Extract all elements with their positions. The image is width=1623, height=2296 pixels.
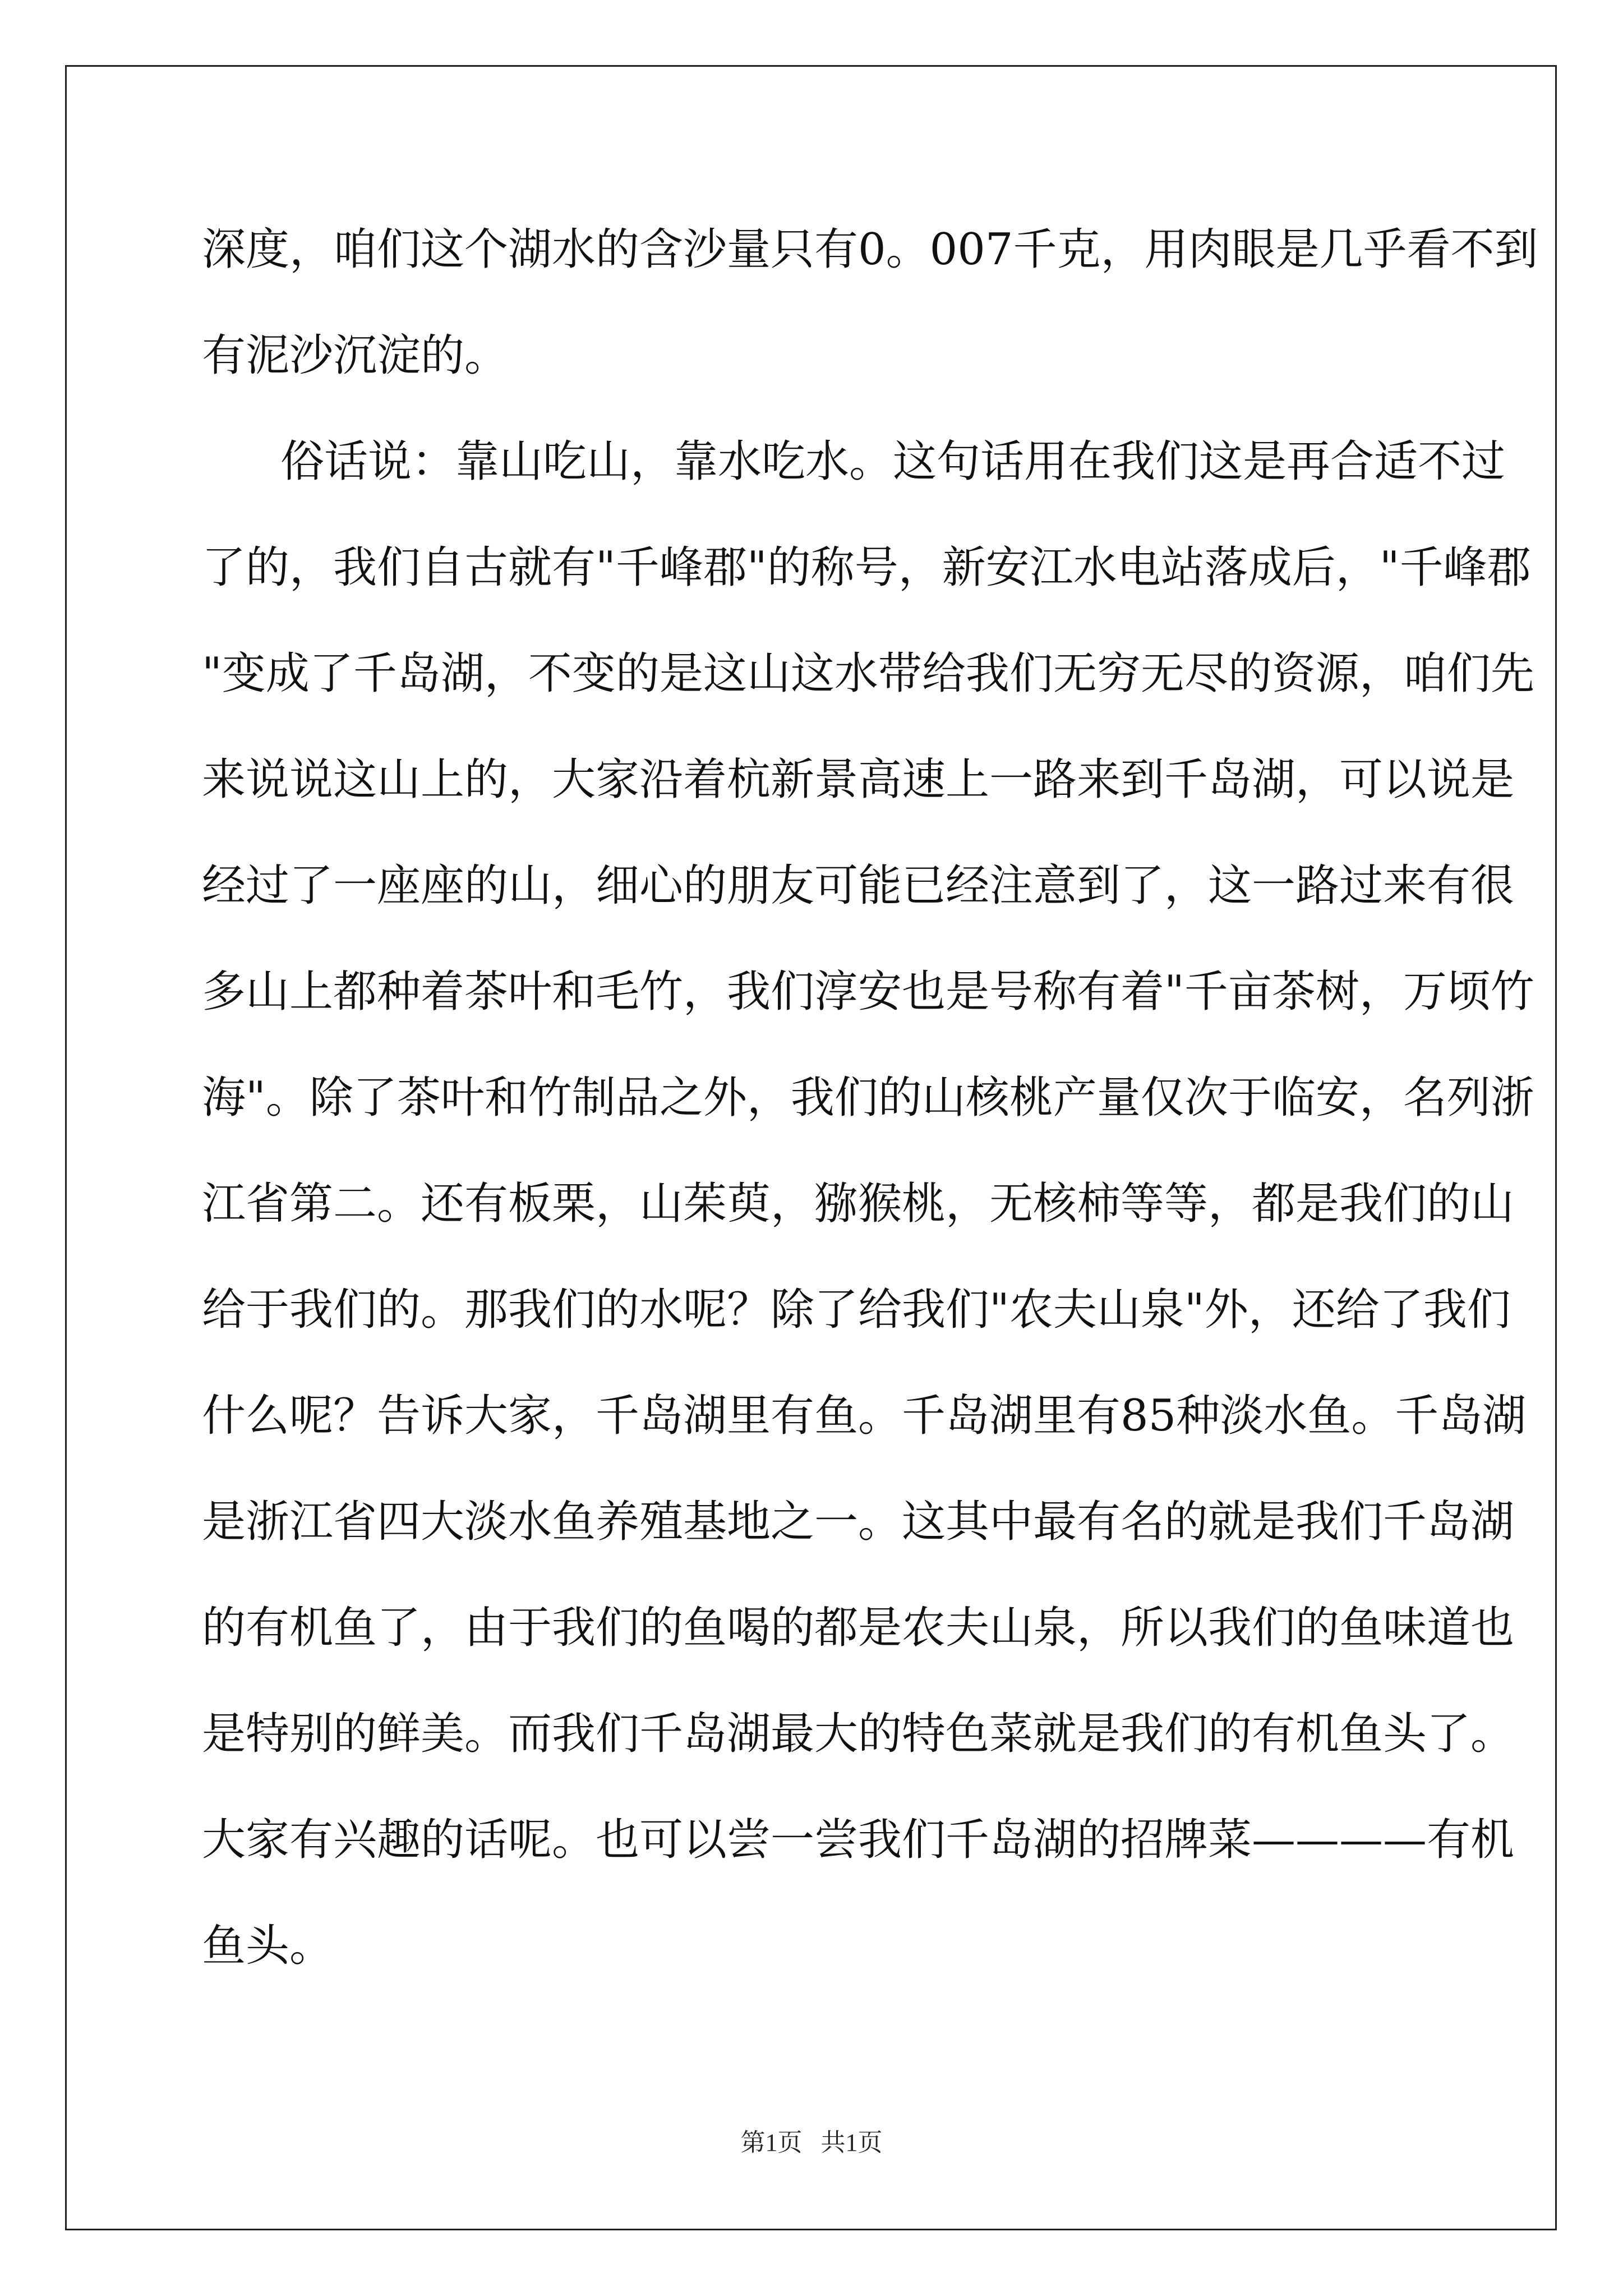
text-line: 深度，咱们这个湖水的含沙量只有0。007千克，用肉眼是几乎看不到 [202, 224, 1538, 275]
text-line: 海"。除了茶叶和竹制品之外，我们的山核桃产量仅次于临安，名列浙 [202, 1073, 1534, 1123]
text-line: 江省第二。还有板栗，山茱萸，猕猴桃，无核柿等等，都是我们的山 [202, 1179, 1515, 1229]
text-line: 来说说这山上的，大家沿着杭新景高速上一路来到千岛湖，可以说是 [202, 754, 1515, 805]
paragraph-start-line: 俗话说：靠山吃山，靠水吃水。这句话用在我们这是再合适不过 [280, 436, 1506, 487]
text-line: 经过了一座座的山，细心的朋友可能已经注意到了，这一路过来有很 [202, 861, 1515, 911]
text-line: 是浙江省四大淡水鱼养殖基地之一。这其中最有名的就是我们千岛湖 [202, 1497, 1515, 1547]
text-line: 了的，我们自古就有"千峰郡"的称号，新安江水电站落成后，"千峰郡 [202, 542, 1531, 593]
page-number: 第1页 共1页 [740, 2129, 883, 2156]
text-line: 什么呢？告诉大家，千岛湖里有鱼。千岛湖里有85种淡水鱼。千岛湖 [202, 1391, 1527, 1441]
text-line: 多山上都种着茶叶和毛竹，我们淳安也是号称有着"千亩茶树，万顷竹 [202, 967, 1534, 1017]
text-line: 大家有兴趣的话呢。也可以尝一尝我们千岛湖的招牌菜————有机 [202, 1815, 1515, 1865]
text-line: "变成了千岛湖，不变的是这山这水带给我们无穷无尽的资源，咱们先 [202, 648, 1534, 699]
text-line: 鱼头。 [202, 1921, 334, 1971]
text-line: 有泥沙沉淀的。 [202, 330, 509, 381]
page-footer [0, 2126, 1623, 2160]
document-body [202, 208, 1538, 2010]
text-line: 是特别的鲜美。而我们千岛湖最大的特色菜就是我们的有机鱼头了。 [202, 1709, 1515, 1759]
text-line: 给于我们的。那我们的水呢？除了给我们"农夫山泉"外，还给了我们 [202, 1285, 1511, 1335]
text-line: 的有机鱼了，由于我们的鱼喝的都是农夫山泉，所以我们的鱼味道也 [202, 1603, 1515, 1653]
